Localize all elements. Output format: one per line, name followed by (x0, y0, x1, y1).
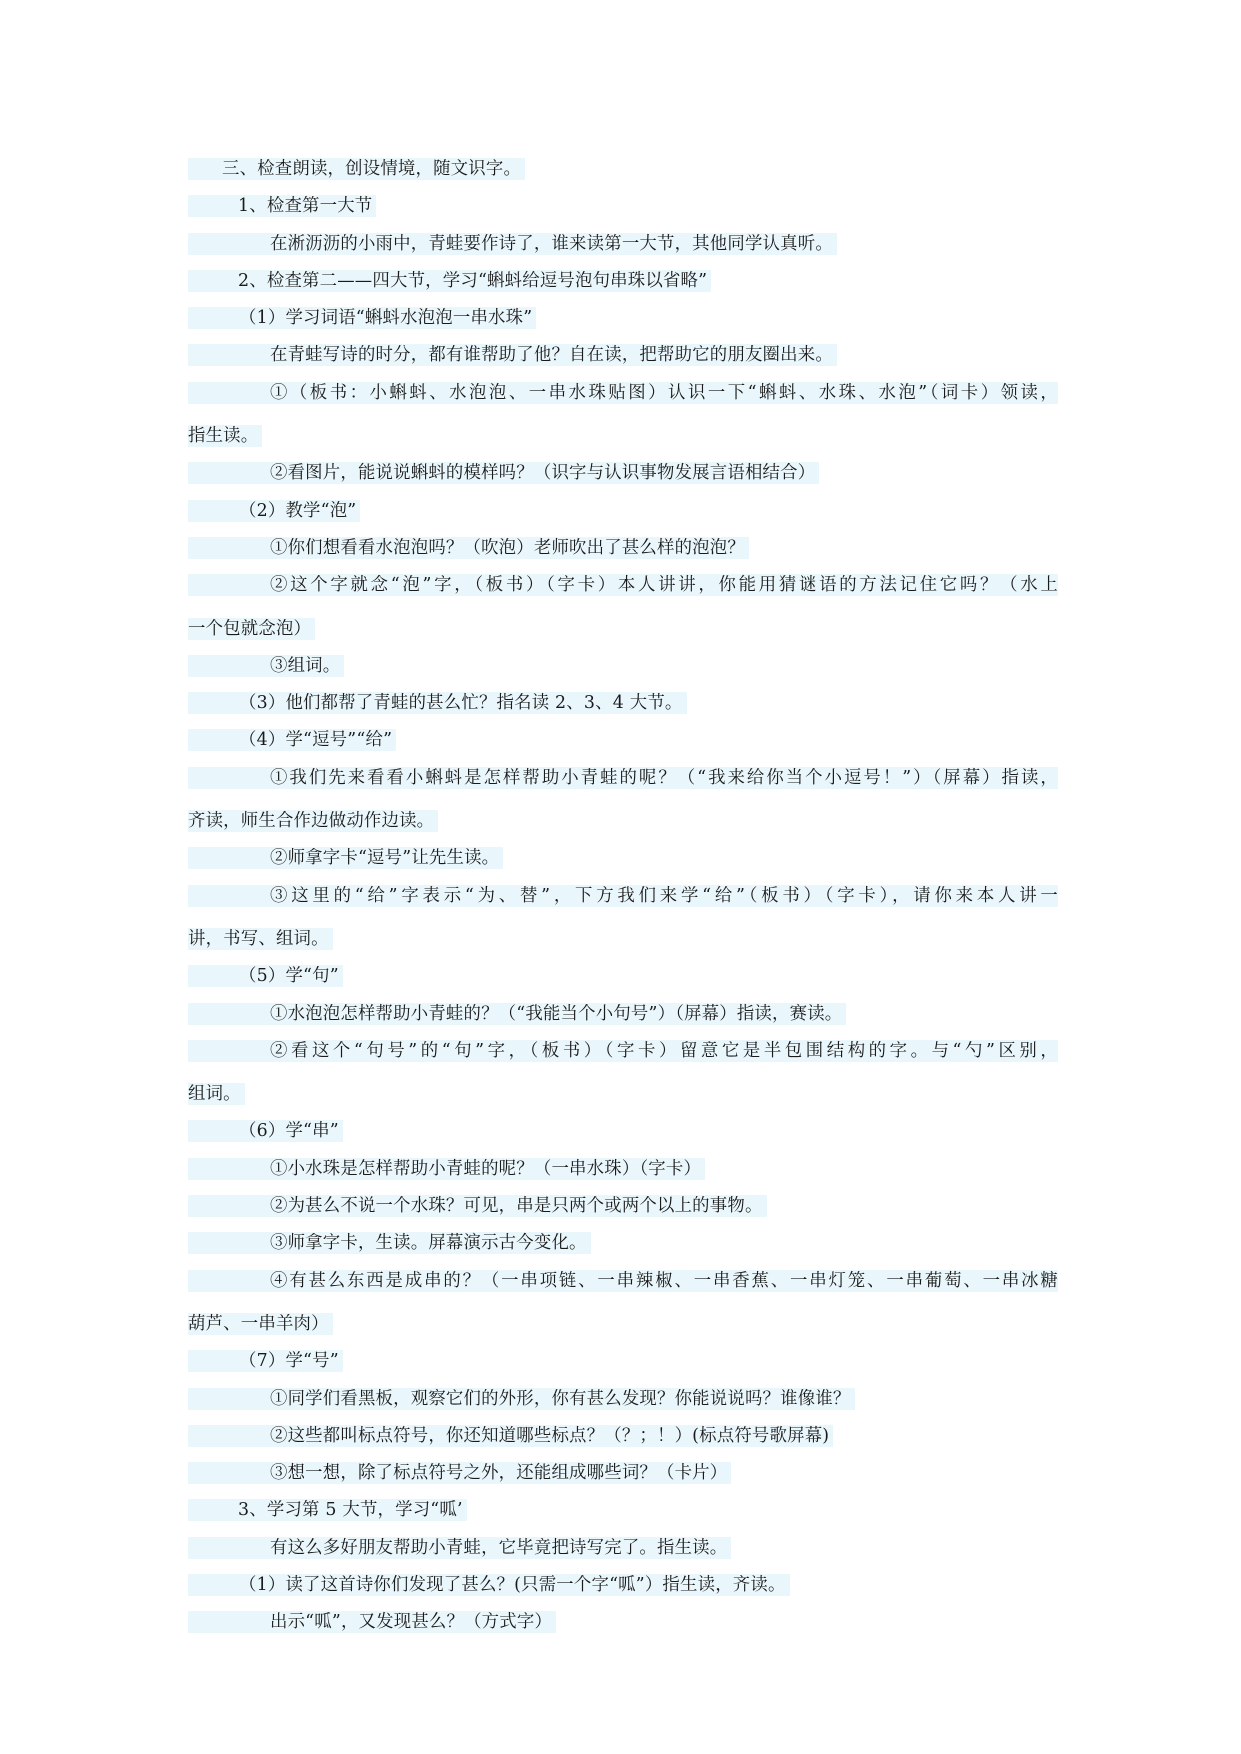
text-line-content: ②看图片，能说说蝌蚪的模样吗？（识字与认识事物发展言语相结合） (188, 462, 819, 484)
text-line (188, 767, 1058, 804)
text-line (188, 1605, 1058, 1642)
text-line-content: 2、检查第二——四大节，学习“蝌蚪给逗号泡句串珠以省略” (188, 270, 711, 292)
text-line (188, 152, 1058, 189)
text-line-content: ②师拿字卡“逗号”让先生读。 (188, 847, 503, 869)
text-line (188, 531, 1058, 568)
text-line-content: ①我们先来看看小蝌蚪是怎样帮助小青蛙的呢？（“我来给你当个小逗号！”）（屏幕）指读， (188, 767, 1058, 789)
text-line-content: 在淅沥沥的小雨中，青蛙要作诗了，谁来读第一大节，其他同学认真听。 (188, 233, 837, 255)
text-line (188, 382, 1058, 419)
text-line-content: ②看这个“句号”的“句”字，（板书）（字卡）留意它是半包围结构的字。与“勺”区别， (188, 1040, 1058, 1062)
text-line (188, 1040, 1058, 1077)
text-line (188, 649, 1058, 686)
text-line (188, 1382, 1058, 1419)
text-line (188, 456, 1058, 493)
text-line (188, 1307, 1058, 1344)
text-line-content: 有这么多好朋友帮助小青蛙，它毕竟把诗写完了。指生读。 (188, 1537, 731, 1559)
text-line-content: 组词。 (188, 1083, 245, 1105)
text-line-content: 齐读，师生合作边做动作边读。 (188, 810, 438, 832)
text-line (188, 301, 1058, 338)
text-line (188, 841, 1058, 878)
text-line (188, 1493, 1058, 1530)
text-line-content: （1）学习词语“蝌蚪水泡泡一串水珠” (188, 307, 536, 329)
text-line-content: 三、检查朗读，创设情境，随文识字。 (188, 158, 525, 180)
text-line (188, 1152, 1058, 1189)
text-line-content: ①同学们看黑板，观察它们的外形，你有甚么发现？你能说说吗？谁像谁？ (188, 1388, 855, 1410)
text-line (188, 494, 1058, 531)
text-line-content: （3）他们都帮了青蛙的甚么忙？指名读 2、3、4 大节。 (188, 692, 687, 714)
text-line-content: ③想一想，除了标点符号之外，还能组成哪些词？（卡片） (188, 1462, 731, 1484)
text-line-content: （7）学“号” (188, 1350, 343, 1372)
text-line-content: ③组词。 (188, 655, 344, 677)
text-line (188, 419, 1058, 456)
text-line-content: 葫芦、一串羊肉） (188, 1313, 333, 1335)
text-line (188, 574, 1058, 611)
text-line-content: ③这里的“给”字表示“为、替”，下方我们来学“给”（板书）（字卡），请你来本人讲一 (188, 885, 1058, 907)
text-line-content: 一个包就念泡） (188, 618, 315, 640)
text-line-content: 指生读。 (188, 425, 262, 447)
text-line (188, 1419, 1058, 1456)
text-line (188, 189, 1058, 226)
text-line (188, 1456, 1058, 1493)
text-line (188, 804, 1058, 841)
text-line (188, 885, 1058, 922)
text-line (188, 959, 1058, 996)
text-line (188, 1270, 1058, 1307)
text-line-content: （5）学“句” (188, 965, 343, 987)
text-line-content: 讲，书写、组词。 (188, 928, 333, 950)
text-line-content: ②这些都叫标点符号，你还知道哪些标点？（？；！）(标点符号歌屏幕) (188, 1425, 833, 1447)
text-line (188, 1344, 1058, 1381)
text-line-content: ④有甚么东西是成串的？（一串项链、一串辣椒、一串香蕉、一串灯笼、一串葡萄、一串冰糖 (188, 1270, 1058, 1292)
text-line-content: 出示“呱”，又发现甚么？（方式字） (188, 1611, 556, 1633)
text-line (188, 997, 1058, 1034)
text-line (188, 1568, 1058, 1605)
text-line-content: ①水泡泡怎样帮助小青蛙的？（“我能当个小句号”）（屏幕）指读，赛读。 (188, 1003, 846, 1025)
text-line-content: ①小水珠是怎样帮助小青蛙的呢？（一串水珠）（字卡） (188, 1158, 705, 1180)
text-line (188, 338, 1058, 375)
text-line-content: ①你们想看看水泡泡吗？（吹泡）老师吹出了甚么样的泡泡？ (188, 537, 749, 559)
text-line (188, 1114, 1058, 1151)
text-line-content: ①（板书：小蝌蚪、水泡泡、一串水珠贴图）认识一下“蝌蚪、水珠、水泡”（词卡）领读， (188, 382, 1058, 404)
text-line (188, 686, 1058, 723)
text-line-content: （1）读了这首诗你们发现了甚么？(只需一个字“呱”）指生读，齐读。 (188, 1574, 790, 1596)
text-line-content: （4）学“逗号”“给” (188, 729, 396, 751)
text-line (188, 1226, 1058, 1263)
text-line-content: ②这个字就念“泡”字，（板书）（字卡）本人讲讲，你能用猜谜语的方法记住它吗？（水上 (188, 574, 1058, 596)
text-line-content: 1、检查第一大节 (188, 195, 376, 217)
text-line (188, 264, 1058, 301)
text-line-content: ③师拿字卡，生读。屏幕演示古今变化。 (188, 1232, 591, 1254)
text-line (188, 1077, 1058, 1114)
text-line (188, 922, 1058, 959)
text-line-content: ②为甚么不说一个水珠？可见，串是只两个或两个以上的事物。 (188, 1195, 767, 1217)
text-line (188, 1189, 1058, 1226)
text-line-content: 在青蛙写诗的时分，都有谁帮助了他？自在读，把帮助它的朋友圈出来。 (188, 344, 837, 366)
text-line (188, 227, 1058, 264)
text-line-content: （2）教学“泡” (188, 500, 360, 522)
text-line-content: 3、学习第 5 大节，学习“呱’ (188, 1499, 467, 1521)
text-line-content: （6）学“串” (188, 1120, 343, 1142)
text-line (188, 612, 1058, 649)
document-body (188, 152, 1058, 1643)
text-line (188, 1531, 1058, 1568)
text-line (188, 723, 1058, 760)
